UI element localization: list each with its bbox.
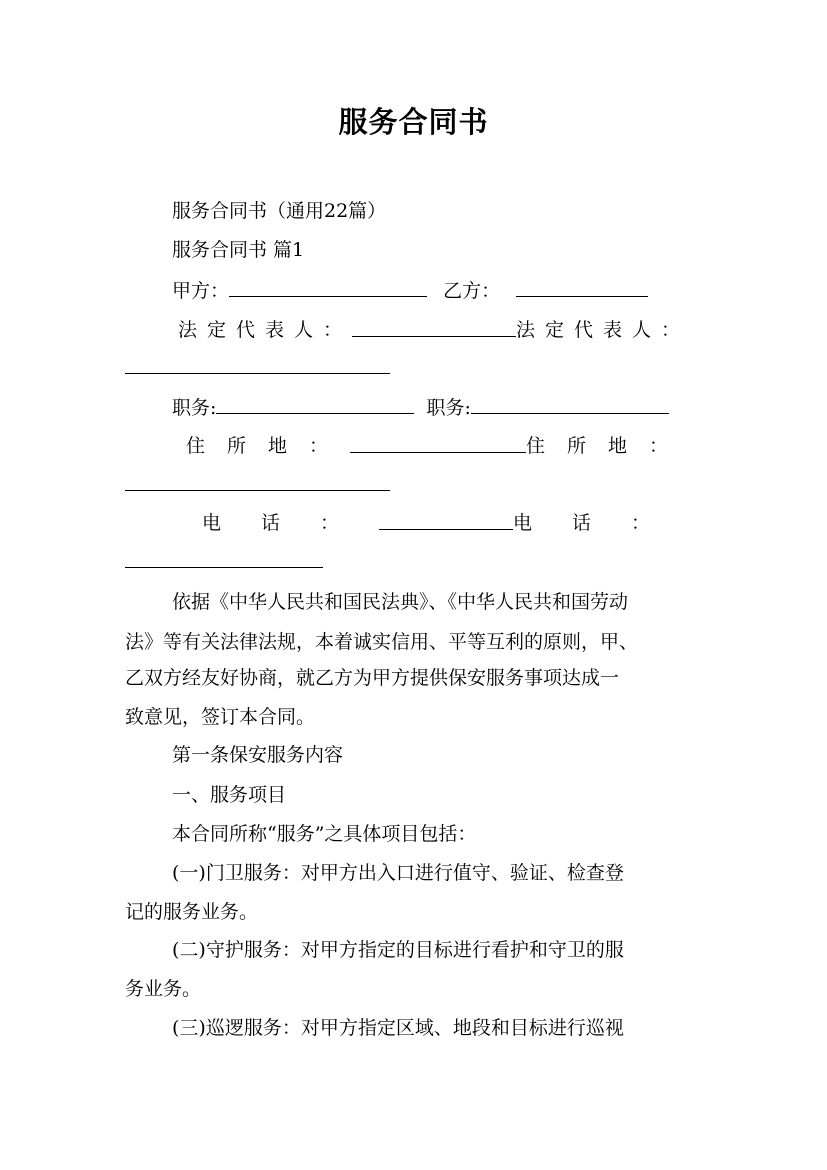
phone-b-blank [125, 549, 323, 568]
party-b-label: 乙方： [443, 280, 501, 302]
address-b-blank-line [125, 472, 703, 497]
legal-rep-b-blank-line [125, 355, 703, 380]
legal-rep-a-blank [352, 318, 516, 337]
item-heading: 一、服务项目 [172, 784, 287, 806]
body-text: 记的服务业务。 [125, 901, 259, 923]
legal-rep-b-label: 法定代表人： [515, 319, 690, 341]
body-text: 本合同所称“服务”之具体项目包括： [172, 823, 477, 845]
body-text: 依据《中华人民共和国民法典》、《中华人民共和国劳动 [172, 591, 629, 613]
section-heading: 服务合同书 篇1 [172, 239, 305, 261]
party-b-blank [516, 278, 648, 297]
phone-line [202, 511, 690, 535]
address-b-label: 住所地： [525, 435, 690, 457]
address-a-label: 住所地： [186, 435, 351, 457]
position-a-blank [216, 395, 414, 414]
party-a-blank [229, 278, 427, 297]
position-b-blank [471, 395, 669, 414]
address-a-blank [350, 434, 526, 453]
body-text: 法》等有关法律法规，本着诚实信用、平等互利的原则，甲、 [125, 631, 639, 653]
party-a-label: 甲方： [172, 280, 230, 302]
document-title: 服务合同书 [338, 105, 489, 139]
position-b-label: 职务: [426, 397, 471, 419]
position-line [172, 395, 703, 420]
address-line [186, 434, 690, 458]
body-text: (一)门卫服务：对甲方出入口进行值守、验证、检查登 [172, 862, 624, 884]
phone-b-blank-line [125, 549, 703, 574]
legal-rep-b-blank [125, 355, 390, 374]
body-text: 务业务。 [125, 978, 202, 1000]
phone-a-blank [379, 511, 513, 530]
phone-a-label: 电话： [202, 512, 380, 534]
body-text: (二)守护服务：对甲方指定的目标进行看护和守卫的服 [172, 939, 624, 961]
article-heading: 第一条保安服务内容 [172, 744, 344, 766]
body-text: (三)巡逻服务：对甲方指定区域、地段和目标进行巡视 [172, 1017, 624, 1039]
position-a-label: 职务: [172, 397, 217, 419]
body-text: 乙双方经友好协商，就乙方为甲方提供保安服务事项达成一 [125, 667, 620, 689]
legal-rep-a-label: 法定代表人： [178, 319, 353, 341]
subtitle: 服务合同书（通用22篇） [172, 200, 387, 222]
address-b-blank [125, 472, 390, 491]
party-line [172, 278, 703, 303]
phone-b-label: 电话： [512, 512, 690, 534]
body-text: 致意见，签订本合同。 [125, 706, 316, 728]
legal-rep-line [178, 318, 690, 342]
